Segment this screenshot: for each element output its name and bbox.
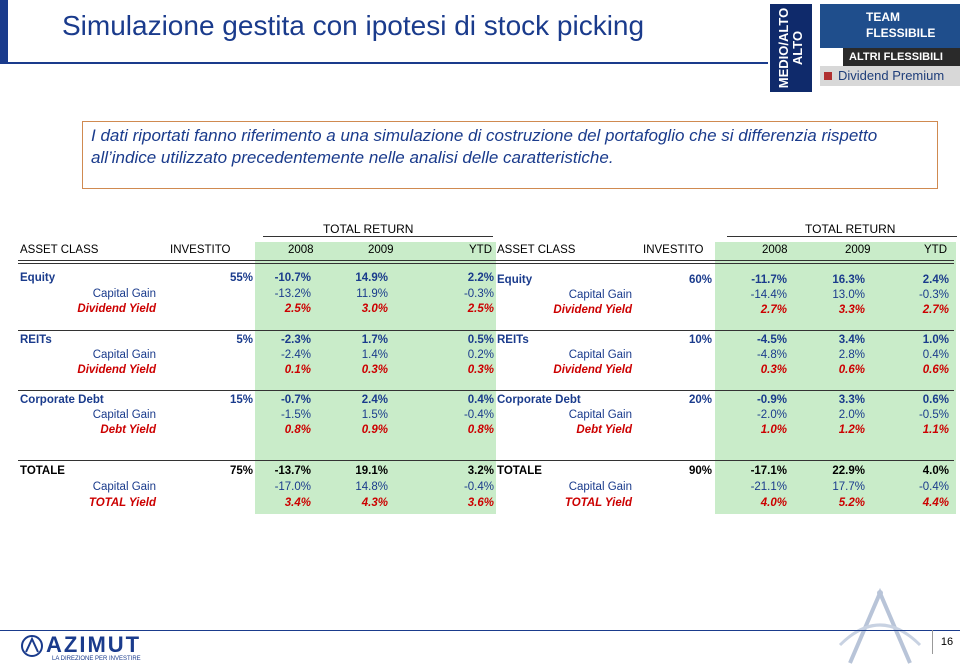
row-label: REITs <box>20 334 52 346</box>
title-divider <box>0 62 768 64</box>
return-2009: 4.3% <box>361 497 388 509</box>
return-2009: 3.4% <box>838 334 865 346</box>
return-2008: -17.1% <box>750 465 787 477</box>
table-row <box>477 408 955 423</box>
investito-value: 90% <box>688 465 712 477</box>
return-ytd: -0.3% <box>463 288 494 300</box>
row-label: Dividend Yield <box>77 303 156 315</box>
table-row <box>477 348 955 363</box>
row-label: Dividend Yield <box>553 304 632 316</box>
row-label: Dividend Yield <box>77 364 156 376</box>
row-label: Capital Gain <box>568 289 632 301</box>
return-2008: -2.3% <box>280 334 311 346</box>
return-2009: 2.0% <box>838 409 865 421</box>
return-2008: 2.7% <box>760 304 787 316</box>
return-2008: 2.5% <box>284 303 311 315</box>
table-row <box>18 408 496 423</box>
table-row <box>18 348 496 363</box>
table-row <box>477 393 955 408</box>
return-2009: 2.4% <box>361 394 388 406</box>
return-2008: 1.0% <box>760 424 787 436</box>
row-separator <box>18 390 495 391</box>
risk-level-label: MEDIO/ALTO ALTO <box>776 7 805 89</box>
return-2008: -10.7% <box>274 272 311 284</box>
return-ytd: -0.4% <box>918 481 949 493</box>
year-2008-header: 2008 <box>288 244 314 256</box>
return-ytd: 2.5% <box>467 303 494 315</box>
return-ytd: 0.8% <box>467 424 494 436</box>
return-ytd: -0.5% <box>918 409 949 421</box>
row-label: Equity <box>497 274 533 286</box>
table-row <box>18 287 496 302</box>
year-2009-header: 2009 <box>845 244 871 256</box>
return-2009: 3.3% <box>838 394 865 406</box>
header-line <box>18 260 495 261</box>
header-rule <box>727 236 957 237</box>
return-2009: 13.0% <box>832 289 865 301</box>
investito-value: 10% <box>688 334 712 346</box>
row-label: Debt Yield <box>100 424 156 436</box>
bullet-square-icon <box>824 72 832 80</box>
page-title: Simulazione gestita con ipotesi di stock picking <box>62 10 645 41</box>
team-sub-label: FLESSIBILE <box>866 26 936 40</box>
table-row <box>477 288 955 303</box>
row-label: Corporate Debt <box>497 394 581 406</box>
return-ytd: 0.2% <box>467 349 494 361</box>
return-2009: 1.4% <box>361 349 388 361</box>
return-2009: 22.9% <box>832 465 865 477</box>
row-separator <box>477 390 954 391</box>
table-row <box>18 496 496 511</box>
return-ytd: 3.6% <box>467 497 494 509</box>
return-2008: 0.8% <box>284 424 311 436</box>
row-label: Corporate Debt <box>20 394 104 406</box>
row-label: REITs <box>497 334 529 346</box>
return-2009: 2.8% <box>838 349 865 361</box>
row-label: Capital Gain <box>92 409 156 421</box>
return-2008: 3.4% <box>284 497 311 509</box>
return-ytd: 1.1% <box>922 424 949 436</box>
row-label: TOTALE <box>20 465 65 477</box>
row-separator <box>477 330 954 331</box>
compass-watermark-icon <box>830 585 930 665</box>
row-label: Capital Gain <box>568 409 632 421</box>
return-2009: 11.9% <box>356 288 388 300</box>
header-line <box>477 260 954 261</box>
year-2009-header: 2009 <box>368 244 394 256</box>
header-line <box>18 263 495 264</box>
row-label: Debt Yield <box>576 424 632 436</box>
return-2008: 0.1% <box>284 364 311 376</box>
table-row <box>477 480 955 495</box>
table-row <box>18 480 496 495</box>
right-returns-table <box>477 220 949 512</box>
return-2009: 19.1% <box>355 465 388 477</box>
return-2009: 5.2% <box>838 497 865 509</box>
return-ytd: -0.3% <box>918 289 949 301</box>
investito-value: 15% <box>229 394 253 406</box>
return-2008: -1.5% <box>280 409 311 421</box>
return-2008: -11.7% <box>751 274 787 286</box>
return-2009: 0.9% <box>361 424 388 436</box>
row-label: Equity <box>20 272 56 284</box>
table-row <box>477 333 955 348</box>
asset-class-header: ASSET CLASS <box>20 244 99 256</box>
table-row <box>477 464 955 479</box>
total-return-header: TOTAL RETURN <box>805 222 896 236</box>
year-2008-header: 2008 <box>762 244 788 256</box>
return-2008: -17.0% <box>274 481 311 493</box>
row-separator <box>477 460 954 461</box>
return-2009: 14.9% <box>355 272 388 284</box>
page-number: 16 <box>932 630 960 654</box>
return-ytd: 0.6% <box>922 364 949 376</box>
azimut-logo-icon <box>20 634 44 658</box>
table-row <box>477 496 955 511</box>
table-row <box>18 302 496 317</box>
dividend-premium-label: Dividend Premium <box>838 68 945 83</box>
return-2009: 0.6% <box>838 364 865 376</box>
return-ytd: 2.7% <box>922 304 949 316</box>
return-ytd: 2.4% <box>922 274 949 286</box>
return-2009: 14.8% <box>355 481 388 493</box>
ytd-header: YTD <box>469 244 492 256</box>
header-rule <box>263 236 493 237</box>
return-2009: 3.3% <box>838 304 865 316</box>
table-row <box>18 333 496 348</box>
team-badge <box>820 4 960 48</box>
return-2008: 4.0% <box>760 497 787 509</box>
return-2008: -13.2% <box>274 288 311 300</box>
return-2009: 17.7% <box>832 481 865 493</box>
row-label: Capital Gain <box>92 349 156 361</box>
row-label: TOTAL Yield <box>88 497 156 509</box>
row-separator <box>18 460 495 461</box>
title-accent-bar <box>0 0 8 62</box>
investito-value: 75% <box>229 465 253 477</box>
return-2008: -0.7% <box>280 394 311 406</box>
table-row <box>477 303 955 318</box>
table-row <box>477 363 955 378</box>
return-ytd: -0.4% <box>463 481 494 493</box>
investito-value: 20% <box>688 394 712 406</box>
return-ytd: 2.2% <box>467 272 494 284</box>
return-ytd: 1.0% <box>922 334 949 346</box>
investito-value: 60% <box>688 274 712 286</box>
return-2008: -4.8% <box>756 349 787 361</box>
left-returns-table <box>18 220 494 512</box>
return-2009: 1.2% <box>838 424 865 436</box>
footer-rule <box>0 630 960 631</box>
row-separator <box>18 330 495 331</box>
return-2009: 1.5% <box>361 409 388 421</box>
return-ytd: 4.0% <box>922 465 949 477</box>
total-return-header: TOTAL RETURN <box>323 222 414 236</box>
return-ytd: -0.4% <box>463 409 494 421</box>
team-label: TEAM <box>866 10 900 24</box>
table-row <box>18 271 496 286</box>
row-label: Capital Gain <box>568 349 632 361</box>
risk-level-badge <box>770 4 812 92</box>
asset-class-header: ASSET CLASS <box>497 244 576 256</box>
header-line <box>477 263 954 264</box>
investito-value: 5% <box>236 334 253 346</box>
return-2009: 0.3% <box>361 364 388 376</box>
ytd-header: YTD <box>924 244 947 256</box>
return-2008: -14.4% <box>750 289 787 301</box>
table-row <box>18 393 496 408</box>
row-label: Capital Gain <box>568 481 632 493</box>
altri-flessibili-badge: ALTRI FLESSIBILI <box>843 48 960 66</box>
return-ytd: 0.4% <box>922 349 949 361</box>
return-2009: 3.0% <box>361 303 388 315</box>
return-2008: 0.3% <box>760 364 787 376</box>
row-label: Capital Gain <box>92 481 156 493</box>
investito-value: 55% <box>229 272 253 284</box>
row-label: TOTALE <box>497 465 542 477</box>
investito-header: INVESTITO <box>170 244 231 256</box>
return-ytd: 0.6% <box>922 394 949 406</box>
return-2008: -2.4% <box>280 349 311 361</box>
azimut-tagline: LA DIREZIONE PER INVESTIRE <box>52 656 141 662</box>
return-2008: -21.1% <box>750 481 787 493</box>
table-row <box>18 464 496 479</box>
row-label: TOTAL Yield <box>564 497 632 509</box>
table-row <box>477 423 955 438</box>
return-ytd: 0.4% <box>467 394 494 406</box>
table-row <box>477 273 955 288</box>
return-2008: -2.0% <box>756 409 787 421</box>
investito-header: INVESTITO <box>643 244 704 256</box>
return-2008: -4.5% <box>756 334 787 346</box>
return-ytd: 3.2% <box>467 465 494 477</box>
row-label: Capital Gain <box>92 288 156 300</box>
azimut-logo: AZIMUT <box>46 632 142 657</box>
table-row <box>18 363 496 378</box>
row-label: Dividend Yield <box>553 364 632 376</box>
return-ytd: 4.4% <box>922 497 949 509</box>
dividend-premium-badge <box>820 66 960 86</box>
return-2009: 1.7% <box>361 334 388 346</box>
return-ytd: 0.3% <box>467 364 494 376</box>
return-2008: -0.9% <box>756 394 787 406</box>
intro-text-box: I dati riportati fanno riferimento a una simulazione di costruzione del portafoglio che si differenzia rispetto all’indice utilizzato precedentemente nelle analisi delle caratteristiche. <box>82 121 938 189</box>
return-ytd: 0.5% <box>467 334 494 346</box>
return-2009: 16.3% <box>832 274 865 286</box>
table-row <box>18 423 496 438</box>
return-2008: -13.7% <box>274 465 311 477</box>
